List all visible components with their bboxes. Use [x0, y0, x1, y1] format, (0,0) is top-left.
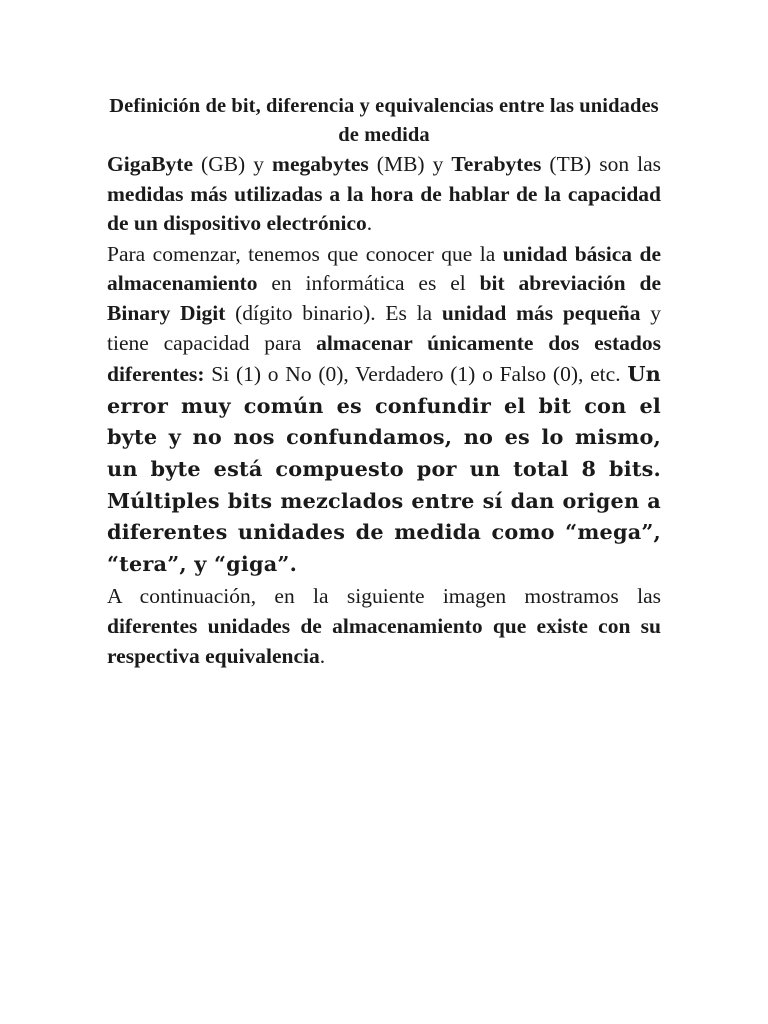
bold-text-run: medidas más utilizadas a la hora de hablar de la capacidad de un dispositivo electrónico: [107, 181, 661, 236]
text-run: Para comenzar, tenemos que conocer que la: [107, 241, 503, 266]
text-run: .: [366, 211, 373, 236]
bold-text-run: GigaByte: [107, 152, 193, 176]
text-run: Si (1) o No (0), Verdadero (1) o Falso (0), etc.: [204, 362, 628, 387]
paragraph-units-intro: [107, 150, 661, 239]
bold-text-run: unidad más pequeña: [441, 300, 641, 325]
text-run: (TB) son las: [541, 152, 662, 176]
text-run: .: [319, 643, 326, 668]
bold-text-run: unidad básica de almacenamiento: [107, 241, 661, 296]
bold-text-run: Terabytes: [451, 152, 542, 176]
bold-text-run: almacenar únicamente dos estados diferentes:: [107, 330, 661, 387]
bold-text-run: bit abreviación de Binary Digit: [107, 271, 661, 325]
document-title: Definición de bit, diferencia y equivalencias entre las unidades de medida: [109, 95, 659, 146]
text-run: (dígito binario). Es la: [225, 300, 442, 325]
bold-text-run: diferentes unidades de almacenamiento que existe con su respectiva equivalencia: [107, 613, 661, 668]
text-run: (MB) y: [368, 152, 452, 176]
text-run: (GB) y: [193, 152, 273, 176]
paragraph-storage-units: [107, 582, 661, 671]
bold-text-run: megabytes: [272, 152, 369, 176]
text-run: en informática es el: [257, 271, 480, 296]
document-page: [107, 92, 661, 671]
paragraph-bit-definition: [107, 240, 661, 580]
text-run: A continuación, en la siguiente imagen mostramos las: [107, 584, 661, 609]
text-run: y tiene capacidad para: [107, 300, 662, 355]
bold-text-run: Un error muy común es confundir el bit con el byte y no nos confundamos, no es lo mismo, un byte está compuesto por un total 8 bits. Múltiples bits mezclados entre sí dan origen a diferentes unidades de medida como “mega”, “tera”, y “giga”.: [107, 361, 661, 576]
